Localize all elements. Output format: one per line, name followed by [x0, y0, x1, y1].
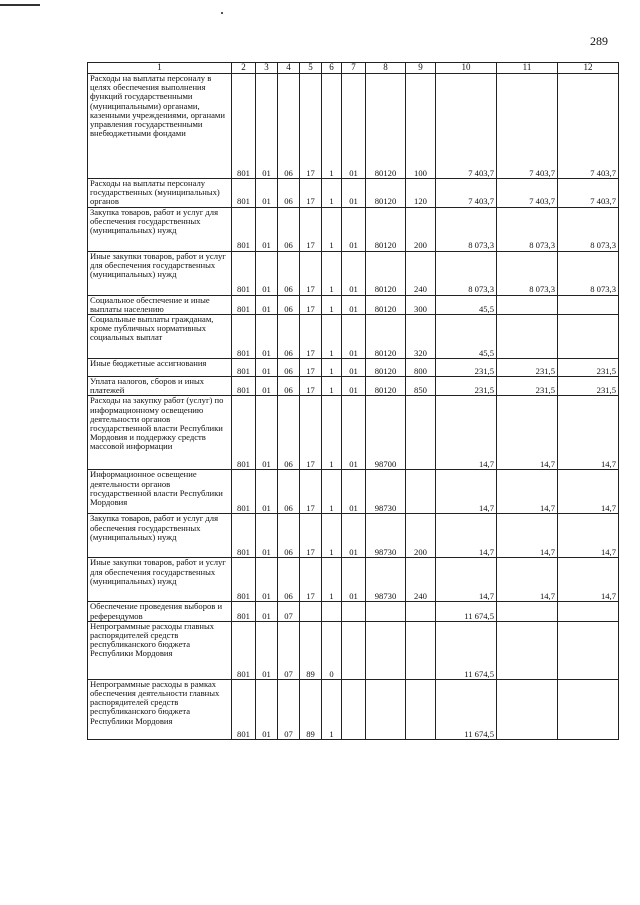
main-event-code-cell: 01 [342, 179, 366, 208]
table-row [88, 602, 619, 621]
subsection-code-cell: 06 [278, 74, 300, 179]
section-code-cell: 01 [256, 315, 278, 359]
expense-name-cell: Социальные выплаты гражданам, кроме публичных нормативных социальных выплат [88, 315, 232, 359]
scan-corner-mark [0, 4, 40, 6]
subsection-code-cell: 07 [278, 602, 300, 621]
grbs-code-cell: 801 [232, 207, 256, 251]
table-body [88, 74, 619, 740]
table-row [88, 207, 619, 251]
amount-2021-cell: 14,7 [497, 396, 558, 470]
column-header: 2 [232, 63, 256, 74]
amount-2020-cell: 11 674,5 [436, 679, 497, 739]
grbs-code-cell: 801 [232, 470, 256, 514]
amount-2022-cell [558, 602, 619, 621]
grbs-code-cell: 801 [232, 251, 256, 295]
direction-code-cell [366, 602, 406, 621]
amount-2020-cell: 45,5 [436, 315, 497, 359]
program-code-cell: 17 [300, 514, 322, 558]
direction-code-cell: 80120 [366, 74, 406, 179]
subprogram-code-cell: 1 [322, 315, 342, 359]
subsection-code-cell: 06 [278, 359, 300, 377]
table-row [88, 359, 619, 377]
subprogram-code-cell: 1 [322, 470, 342, 514]
direction-code-cell: 98730 [366, 558, 406, 602]
subsection-code-cell: 06 [278, 315, 300, 359]
amount-2022-cell: 8 073,3 [558, 207, 619, 251]
grbs-code-cell: 801 [232, 514, 256, 558]
subsection-code-cell: 07 [278, 679, 300, 739]
budget-table [87, 62, 619, 740]
amount-2021-cell: 231,5 [497, 359, 558, 377]
direction-code-cell: 80120 [366, 295, 406, 314]
amount-2022-cell: 14,7 [558, 470, 619, 514]
main-event-code-cell: 01 [342, 295, 366, 314]
table-row [88, 315, 619, 359]
direction-code-cell: 80120 [366, 315, 406, 359]
direction-code-cell: 80120 [366, 377, 406, 396]
column-header: 3 [256, 63, 278, 74]
expense-name-cell: Закупка товаров, работ и услуг для обеспечения государственных (муниципальных) нужд [88, 514, 232, 558]
amount-2021-cell: 14,7 [497, 558, 558, 602]
main-event-code-cell [342, 679, 366, 739]
grbs-code-cell: 801 [232, 315, 256, 359]
table-row [88, 514, 619, 558]
subsection-code-cell: 06 [278, 179, 300, 208]
subprogram-code-cell: 1 [322, 377, 342, 396]
expense-type-code-cell [406, 396, 436, 470]
expense-name-cell: Иные закупки товаров, работ и услуг для обеспечения государственных (муниципальных) нужд [88, 558, 232, 602]
expense-name-cell: Информационное освещение деятельности органов государственной власти Республики Мордовия [88, 470, 232, 514]
amount-2022-cell: 14,7 [558, 558, 619, 602]
main-event-code-cell: 01 [342, 558, 366, 602]
program-code-cell: 17 [300, 359, 322, 377]
amount-2022-cell: 7 403,7 [558, 179, 619, 208]
direction-code-cell: 80120 [366, 251, 406, 295]
program-code-cell: 17 [300, 315, 322, 359]
direction-code-cell [366, 679, 406, 739]
amount-2020-cell: 231,5 [436, 377, 497, 396]
table-header-row [88, 63, 619, 74]
section-code-cell: 01 [256, 514, 278, 558]
subsection-code-cell: 07 [278, 621, 300, 679]
subprogram-code-cell: 0 [322, 621, 342, 679]
table-row [88, 377, 619, 396]
table-row [88, 251, 619, 295]
section-code-cell: 01 [256, 470, 278, 514]
expense-type-code-cell [406, 470, 436, 514]
expense-type-code-cell [406, 679, 436, 739]
amount-2021-cell: 7 403,7 [497, 74, 558, 179]
expense-name-cell: Непрограммные расходы в рамках обеспечения деятельности главных распорядителей средств республиканского бюджета Республики Мордовия [88, 679, 232, 739]
grbs-code-cell: 801 [232, 359, 256, 377]
amount-2022-cell [558, 315, 619, 359]
amount-2020-cell: 8 073,3 [436, 207, 497, 251]
expense-name-cell: Расходы на выплаты персоналу в целях обеспечения выполнения функций государственными (муниципальными) органами, казенными учреждениями, органами управления государственными внебюджетными фондами [88, 74, 232, 179]
amount-2021-cell: 8 073,3 [497, 207, 558, 251]
subprogram-code-cell: 1 [322, 558, 342, 602]
amount-2022-cell: 7 403,7 [558, 74, 619, 179]
subprogram-code-cell: 1 [322, 396, 342, 470]
section-code-cell: 01 [256, 74, 278, 179]
table-row [88, 396, 619, 470]
direction-code-cell: 98730 [366, 470, 406, 514]
grbs-code-cell: 801 [232, 558, 256, 602]
column-header: 9 [406, 63, 436, 74]
table-row [88, 470, 619, 514]
program-code-cell: 17 [300, 558, 322, 602]
direction-code-cell: 98730 [366, 514, 406, 558]
table-row [88, 679, 619, 739]
amount-2020-cell: 231,5 [436, 359, 497, 377]
section-code-cell: 01 [256, 359, 278, 377]
column-header: 7 [342, 63, 366, 74]
program-code-cell: 89 [300, 679, 322, 739]
amount-2020-cell: 8 073,3 [436, 251, 497, 295]
program-code-cell [300, 602, 322, 621]
amount-2022-cell [558, 295, 619, 314]
amount-2022-cell: 14,7 [558, 396, 619, 470]
grbs-code-cell: 801 [232, 602, 256, 621]
direction-code-cell: 98700 [366, 396, 406, 470]
expense-type-code-cell: 320 [406, 315, 436, 359]
subsection-code-cell: 06 [278, 251, 300, 295]
main-event-code-cell: 01 [342, 315, 366, 359]
main-event-code-cell: 01 [342, 207, 366, 251]
main-event-code-cell: 01 [342, 514, 366, 558]
amount-2022-cell: 14,7 [558, 514, 619, 558]
amount-2020-cell: 7 403,7 [436, 74, 497, 179]
subsection-code-cell: 06 [278, 514, 300, 558]
table-row [88, 295, 619, 314]
subprogram-code-cell: 1 [322, 679, 342, 739]
subsection-code-cell: 06 [278, 295, 300, 314]
amount-2021-cell: 14,7 [497, 470, 558, 514]
page-number: 289 [590, 34, 608, 48]
expense-name-cell: Расходы на выплаты персоналу государственных (муниципальных) органов [88, 179, 232, 208]
amount-2021-cell [497, 315, 558, 359]
program-code-cell: 17 [300, 295, 322, 314]
grbs-code-cell: 801 [232, 74, 256, 179]
expense-type-code-cell: 200 [406, 514, 436, 558]
main-event-code-cell: 01 [342, 377, 366, 396]
subsection-code-cell: 06 [278, 377, 300, 396]
amount-2021-cell: 231,5 [497, 377, 558, 396]
amount-2020-cell: 7 403,7 [436, 179, 497, 208]
section-code-cell: 01 [256, 295, 278, 314]
table-row [88, 621, 619, 679]
main-event-code-cell: 01 [342, 74, 366, 179]
expense-name-cell: Непрограммные расходы главных распорядителей средств республиканского бюджета Республики Мордовия [88, 621, 232, 679]
amount-2022-cell [558, 679, 619, 739]
amount-2020-cell: 14,7 [436, 514, 497, 558]
expense-type-code-cell: 850 [406, 377, 436, 396]
program-code-cell: 17 [300, 207, 322, 251]
column-header: 12 [558, 63, 619, 74]
expense-type-code-cell: 240 [406, 558, 436, 602]
grbs-code-cell: 801 [232, 621, 256, 679]
amount-2021-cell [497, 602, 558, 621]
column-header: 10 [436, 63, 497, 74]
table-row [88, 179, 619, 208]
amount-2021-cell: 8 073,3 [497, 251, 558, 295]
column-header: 8 [366, 63, 406, 74]
main-event-code-cell [342, 621, 366, 679]
grbs-code-cell: 801 [232, 295, 256, 314]
direction-code-cell: 80120 [366, 179, 406, 208]
expense-type-code-cell: 200 [406, 207, 436, 251]
column-header: 11 [497, 63, 558, 74]
subprogram-code-cell: 1 [322, 359, 342, 377]
section-code-cell: 01 [256, 602, 278, 621]
program-code-cell: 17 [300, 396, 322, 470]
section-code-cell: 01 [256, 207, 278, 251]
expense-type-code-cell: 120 [406, 179, 436, 208]
subprogram-code-cell: 1 [322, 295, 342, 314]
program-code-cell: 89 [300, 621, 322, 679]
amount-2022-cell: 231,5 [558, 377, 619, 396]
expense-name-cell: Расходы на закупку работ (услуг) по информационному освещению деятельности органов государственной власти Республики Мордовия и поддержку средств массовой информации [88, 396, 232, 470]
subprogram-code-cell: 1 [322, 514, 342, 558]
main-event-code-cell: 01 [342, 396, 366, 470]
amount-2020-cell: 45,5 [436, 295, 497, 314]
direction-code-cell: 80120 [366, 359, 406, 377]
amount-2020-cell: 14,7 [436, 558, 497, 602]
main-event-code-cell: 01 [342, 470, 366, 514]
subsection-code-cell: 06 [278, 207, 300, 251]
amount-2020-cell: 11 674,5 [436, 621, 497, 679]
scan-speck [221, 12, 223, 14]
column-header: 1 [88, 63, 232, 74]
amount-2022-cell: 231,5 [558, 359, 619, 377]
program-code-cell: 17 [300, 74, 322, 179]
main-event-code-cell: 01 [342, 359, 366, 377]
table-row [88, 558, 619, 602]
subprogram-code-cell [322, 602, 342, 621]
expense-name-cell: Иные бюджетные ассигнования [88, 359, 232, 377]
amount-2021-cell: 14,7 [497, 514, 558, 558]
expense-name-cell: Уплата налогов, сборов и иных платежей [88, 377, 232, 396]
column-header: 6 [322, 63, 342, 74]
expense-type-code-cell: 300 [406, 295, 436, 314]
subprogram-code-cell: 1 [322, 251, 342, 295]
subsection-code-cell: 06 [278, 396, 300, 470]
subsection-code-cell: 06 [278, 470, 300, 514]
program-code-cell: 17 [300, 251, 322, 295]
grbs-code-cell: 801 [232, 396, 256, 470]
expense-type-code-cell: 800 [406, 359, 436, 377]
amount-2020-cell: 11 674,5 [436, 602, 497, 621]
amount-2022-cell: 8 073,3 [558, 251, 619, 295]
section-code-cell: 01 [256, 558, 278, 602]
amount-2021-cell [497, 679, 558, 739]
direction-code-cell: 80120 [366, 207, 406, 251]
expense-name-cell: Закупка товаров, работ и услуг для обеспечения государственных (муниципальных) нужд [88, 207, 232, 251]
grbs-code-cell: 801 [232, 679, 256, 739]
main-event-code-cell: 01 [342, 251, 366, 295]
section-code-cell: 01 [256, 251, 278, 295]
main-event-code-cell [342, 602, 366, 621]
section-code-cell: 01 [256, 179, 278, 208]
subprogram-code-cell: 1 [322, 179, 342, 208]
amount-2021-cell [497, 621, 558, 679]
section-code-cell: 01 [256, 377, 278, 396]
grbs-code-cell: 801 [232, 179, 256, 208]
amount-2021-cell [497, 295, 558, 314]
amount-2020-cell: 14,7 [436, 396, 497, 470]
expense-name-cell: Социальное обеспечение и иные выплаты населению [88, 295, 232, 314]
table-row [88, 74, 619, 179]
section-code-cell: 01 [256, 621, 278, 679]
subprogram-code-cell: 1 [322, 74, 342, 179]
expense-name-cell: Обеспечение проведения выборов и референдумов [88, 602, 232, 621]
program-code-cell: 17 [300, 377, 322, 396]
expense-type-code-cell [406, 621, 436, 679]
program-code-cell: 17 [300, 470, 322, 514]
amount-2020-cell: 14,7 [436, 470, 497, 514]
subprogram-code-cell: 1 [322, 207, 342, 251]
amount-2021-cell: 7 403,7 [497, 179, 558, 208]
program-code-cell: 17 [300, 179, 322, 208]
expense-name-cell: Иные закупки товаров, работ и услуг для обеспечения государственных (муниципальных) нужд [88, 251, 232, 295]
expense-type-code-cell: 100 [406, 74, 436, 179]
column-header: 4 [278, 63, 300, 74]
amount-2022-cell [558, 621, 619, 679]
grbs-code-cell: 801 [232, 377, 256, 396]
section-code-cell: 01 [256, 679, 278, 739]
expense-type-code-cell: 240 [406, 251, 436, 295]
expense-type-code-cell [406, 602, 436, 621]
direction-code-cell [366, 621, 406, 679]
section-code-cell: 01 [256, 396, 278, 470]
subsection-code-cell: 06 [278, 558, 300, 602]
column-header: 5 [300, 63, 322, 74]
